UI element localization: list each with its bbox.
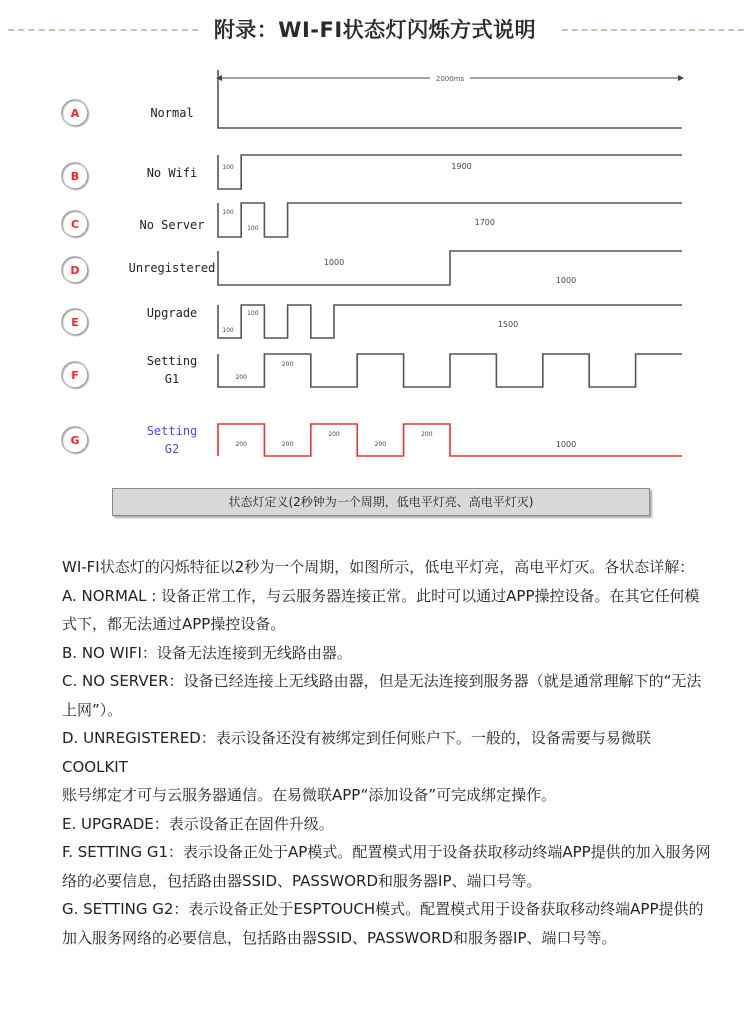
state-letter-badge xyxy=(62,100,89,127)
timing-row-f xyxy=(62,354,682,389)
duration-label: 200 xyxy=(235,374,247,381)
state-name: Unregistered xyxy=(128,261,216,275)
state-g-description: G. SETTING G2：表示设备正处于ESPTOUCH模式。配置模式用于设备获取移动终端APP提供的加入服务网络的必要信息，包括路由器SSID、PASSWORD和服务器IP、端口号等。 xyxy=(62,900,704,947)
state-name: No Server xyxy=(139,218,205,232)
timing-row-a xyxy=(62,70,682,128)
duration-label: 200 xyxy=(328,431,340,438)
state-letter-badge xyxy=(62,257,89,284)
intro-paragraph: WI-FI状态灯的闪烁特征以2秒为一个周期，如图所示，低电平灯亮，高电平灯灭。各状态详解： xyxy=(62,558,695,576)
state-letter: C xyxy=(70,218,80,231)
state-letter-badge xyxy=(62,211,89,238)
waveform-line xyxy=(218,251,682,285)
duration-label: 1500 xyxy=(497,320,519,329)
state-name: Setting xyxy=(146,424,198,438)
state-f-description: F. SETTING G1：表示设备正处于AP模式。配置模式用于设备获取移动终端APP提供的加入服务网络的必要信息，包括路由器SSID、PASSWORD和服务器IP、端口号等。 xyxy=(62,843,711,890)
timing-row-b xyxy=(62,155,682,190)
state-letter: B xyxy=(70,170,80,183)
state-name: G2 xyxy=(164,442,180,456)
duration-label: 200 xyxy=(235,441,247,448)
state-name: No Wifi xyxy=(146,166,198,180)
state-letter: G xyxy=(70,434,80,447)
duration-label: 100 xyxy=(222,164,234,171)
header-divider-right xyxy=(562,29,744,31)
waveform-line xyxy=(218,203,682,237)
state-d-description: D. UNREGISTERED：表示设备还没有被绑定到任何账户下。一般的，设备需要与易微联 COOLKIT xyxy=(62,729,651,776)
state-letter: A xyxy=(70,107,80,120)
timing-rows xyxy=(62,70,682,456)
duration-label: 100 xyxy=(222,327,234,334)
duration-label: 1000 xyxy=(323,258,345,267)
page-title: 附录：WI-FI状态灯闪烁方式说明 xyxy=(213,18,537,42)
duration-label: 1000 xyxy=(555,276,577,285)
state-d-description-cont: 账号绑定才可与云服务器通信。在易微联APP“添加设备”可完成绑定操作。 xyxy=(62,786,557,804)
timing-row-g xyxy=(62,424,682,456)
duration-label: 200 xyxy=(281,361,294,368)
timing-row-d xyxy=(62,251,682,285)
state-letter-badge xyxy=(62,163,89,190)
timing-row-e xyxy=(62,305,682,338)
arrow-left-icon xyxy=(216,75,222,81)
duration-label: 100 xyxy=(222,209,234,216)
state-letter: F xyxy=(71,369,79,382)
duration-label: 200 xyxy=(374,441,387,448)
state-e-description: E. UPGRADE：表示设备正在固件升级。 xyxy=(62,814,334,833)
duration-label: 100 xyxy=(247,225,259,232)
state-name: Normal xyxy=(150,106,194,120)
duration-label: 1900 xyxy=(451,162,472,171)
state-name: Upgrade xyxy=(146,306,198,320)
state-a-description: A. NORMAL : 设备正常工作，与云服务器连接正常。此时可以通过APP操控设备。在其它任何模式下，都无法通过APP操控设备。 xyxy=(62,586,700,633)
period-label: 2000ms xyxy=(435,75,465,83)
state-name: Setting xyxy=(146,354,198,368)
duration-label: 100 xyxy=(247,310,259,317)
state-letter-badge xyxy=(62,427,89,454)
duration-label: 200 xyxy=(421,431,433,438)
timing-row-c xyxy=(62,203,682,238)
state-c-description: C. NO SERVER：设备已经连接上无线路由器，但是无法连接到服务器（就是通常理解下的“无法上网”）。 xyxy=(62,672,702,719)
duration-label: 1700 xyxy=(474,218,495,227)
state-b-description: B. NO WIFI：设备无法连接到无线路由器。 xyxy=(62,643,352,662)
waveform-line xyxy=(218,155,682,189)
duration-label: 200 xyxy=(281,441,294,448)
timing-diagram xyxy=(0,60,750,480)
state-letter: D xyxy=(70,264,80,277)
waveform-line xyxy=(218,424,682,456)
waveform-line xyxy=(218,354,682,387)
page-header xyxy=(0,12,750,48)
state-letter-badge xyxy=(62,362,89,389)
state-name: G1 xyxy=(164,372,180,386)
arrow-right-icon xyxy=(678,75,684,81)
state-letter-badge xyxy=(62,309,89,336)
state-letter: E xyxy=(71,316,79,329)
period-arrow xyxy=(216,75,684,83)
duration-label: 1000 xyxy=(555,440,577,449)
description-text xyxy=(62,553,712,952)
waveform-line xyxy=(218,305,682,338)
diagram-caption: 状态灯定义(2秒钟为一个周期，低电平灯亮、高电平灯灭) xyxy=(112,488,650,516)
